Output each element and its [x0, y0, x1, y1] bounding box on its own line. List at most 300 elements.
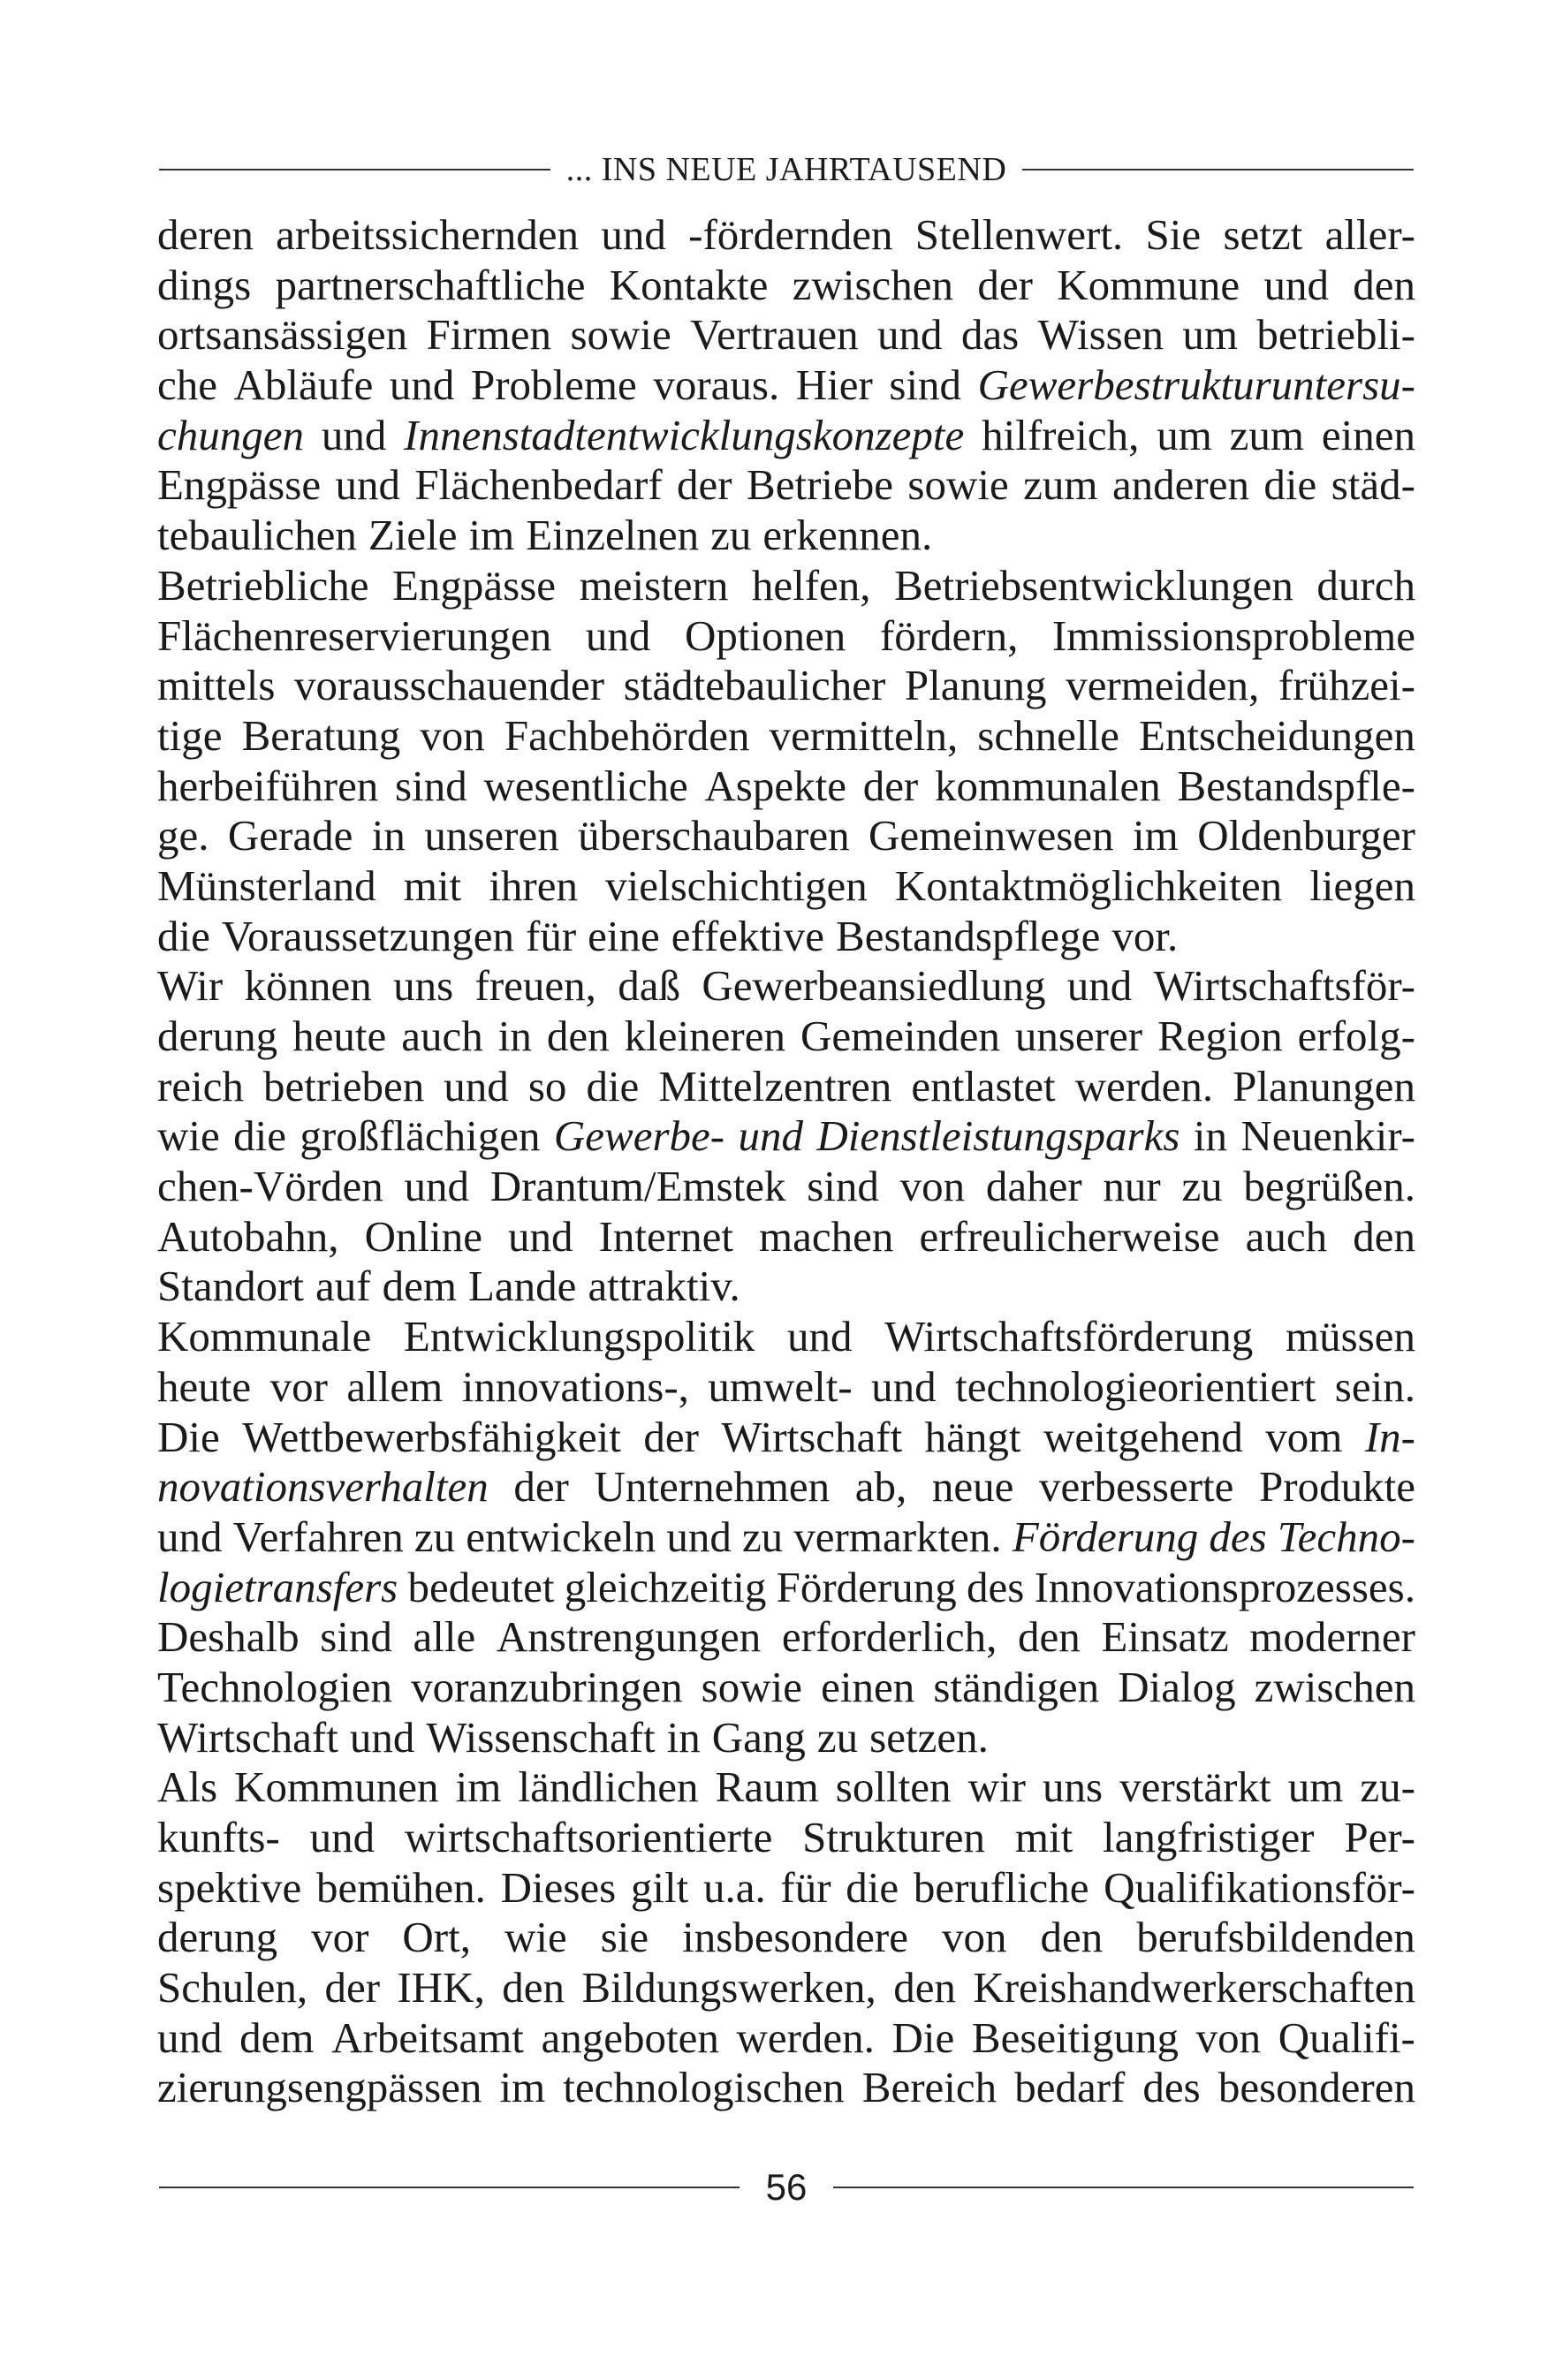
text-line	[157, 1462, 1415, 1512]
word: ge.	[157, 811, 209, 860]
text-line	[157, 1663, 1415, 1713]
word: anderen	[1111, 460, 1250, 510]
word: entlastet	[911, 1061, 1056, 1110]
word: u.a.	[702, 1862, 766, 1912]
word: Entwicklungspolitik	[403, 1312, 755, 1361]
word: Gewerbe-	[553, 1111, 725, 1161]
word: Anstrengungen	[496, 1612, 762, 1662]
word: Bildungswerken,	[581, 1963, 876, 2012]
text-line	[157, 310, 1415, 360]
word: die	[1263, 460, 1317, 510]
word: bemühen.	[316, 1862, 486, 1912]
word: Firmen	[426, 310, 552, 360]
text-line	[157, 1913, 1415, 1963]
word: arbeitssichernden	[276, 210, 580, 259]
running-title: ... INS NEUE JAHRTAUSEND	[565, 151, 1007, 188]
text-line	[157, 1863, 1415, 1914]
word: mittels	[157, 661, 276, 710]
word: mit	[1014, 1813, 1073, 1861]
word: setzt	[1223, 210, 1303, 259]
word: Bestandspfle-	[1177, 761, 1415, 810]
word: Autobahn,	[157, 1211, 339, 1261]
word: der	[513, 1462, 569, 1512]
word: sollten	[835, 1762, 952, 1812]
word: che	[157, 360, 217, 410]
word: der	[324, 1963, 381, 2012]
word: sowie	[701, 1662, 802, 1711]
word: Einzelnen	[526, 511, 700, 560]
word: Voraussetzungen	[221, 911, 515, 960]
word: und	[321, 410, 387, 459]
word: Innovationsprozesses.	[1034, 1562, 1415, 1611]
word: und	[309, 1813, 375, 1861]
word: in	[666, 1712, 701, 1762]
word: uns	[1042, 1762, 1104, 1812]
word: Arbeitsamt	[331, 2012, 524, 2062]
text-line	[157, 1312, 1415, 1362]
text-line	[157, 1713, 1415, 1763]
word: Innenstadtentwicklungskonzepte	[404, 410, 965, 459]
word: zu	[710, 511, 752, 560]
word: Sie	[1145, 210, 1202, 259]
text-line	[157, 360, 1415, 411]
word: den	[1040, 1913, 1104, 1962]
word: kommunalen	[934, 761, 1161, 810]
word: Wirtschaft	[157, 1712, 338, 1762]
word: und	[877, 310, 943, 360]
word: des	[967, 1562, 1025, 1611]
word: Planungen	[1233, 1061, 1415, 1110]
word: vor.	[1111, 911, 1179, 960]
word: tebaulichen	[157, 511, 357, 560]
word: Techno-	[1277, 1512, 1415, 1561]
word: Mittelzentren	[658, 1061, 892, 1110]
word: reich	[157, 1061, 244, 1110]
word: Unternehmen	[594, 1462, 831, 1512]
word: zierungsengpässen	[157, 2063, 482, 2112]
word: Wissen	[1037, 310, 1164, 360]
text-line	[157, 861, 1415, 912]
word: daher	[985, 1162, 1082, 1211]
word: umwelt-	[708, 1361, 853, 1411]
word: Stellenwert.	[914, 210, 1124, 259]
word: im	[455, 1762, 502, 1812]
word: IHK,	[397, 1963, 485, 2012]
word: vermarkten.	[793, 1512, 1002, 1561]
word: und	[508, 1211, 573, 1261]
word: und	[738, 1111, 803, 1161]
word: attraktiv.	[588, 1262, 740, 1311]
word: vorausschauender	[294, 661, 605, 710]
word: wir	[967, 1762, 1026, 1812]
word: technologieorientiert	[955, 1361, 1316, 1411]
text-line	[157, 561, 1415, 611]
word: für	[526, 911, 577, 960]
word: auf	[315, 1262, 371, 1311]
text-line	[157, 511, 1415, 561]
word: Beratung	[241, 710, 401, 760]
word: partnerschaftliche	[275, 260, 586, 309]
word: nur	[1103, 1162, 1161, 1211]
word: im	[499, 2063, 546, 2112]
word: Als	[157, 1762, 218, 1812]
word: so	[527, 1061, 567, 1110]
word: entwickeln	[466, 1512, 656, 1561]
word: technologischen	[563, 2063, 845, 2112]
word: Online	[364, 1211, 482, 1261]
word: Wirtschaft	[721, 1412, 903, 1461]
word: zwischen	[792, 260, 954, 309]
word: hilfreich,	[982, 410, 1140, 459]
word: Die	[157, 1412, 220, 1461]
word: erfreulicherweise	[919, 1211, 1220, 1261]
word: Qualifikationsför-	[1104, 1862, 1415, 1912]
word: hängt	[924, 1412, 1021, 1461]
text-line	[157, 2063, 1415, 2113]
word: derung	[157, 1012, 278, 1060]
word: in	[371, 811, 406, 860]
word: Deshalb	[157, 1612, 300, 1662]
word: voraus.	[653, 360, 780, 410]
word: Betriebliche	[157, 560, 369, 610]
word: die	[233, 1111, 287, 1161]
word: Oldenburger	[1197, 811, 1415, 860]
word: Flächenbedarf	[414, 460, 663, 510]
word: und	[157, 2012, 223, 2062]
word: unseren	[424, 811, 559, 860]
word: der	[677, 460, 732, 510]
word: meistern	[579, 560, 729, 610]
text-line	[157, 912, 1415, 962]
word: ihren	[489, 860, 578, 910]
word: sind	[320, 1612, 392, 1662]
word: erfolg-	[1297, 1012, 1415, 1060]
word: vermitteln,	[769, 710, 959, 760]
text-line	[157, 460, 1415, 511]
word: Per-	[1344, 1813, 1415, 1861]
word: und	[1066, 961, 1133, 1011]
word: vom	[1265, 1412, 1343, 1461]
word: einen	[1321, 410, 1415, 459]
word: Kommune	[1057, 260, 1240, 309]
word: wesentliche	[483, 761, 688, 810]
word: den	[1018, 1612, 1081, 1662]
word: zu-	[1360, 1762, 1415, 1812]
word: Region	[1157, 1012, 1283, 1060]
text-line	[157, 1012, 1415, 1062]
word: in	[497, 1012, 532, 1060]
word: städ-	[1331, 460, 1415, 510]
word: berufsbildenden	[1136, 1913, 1415, 1962]
word: sein.	[1334, 1361, 1415, 1411]
word: fördern,	[879, 610, 1019, 660]
word: langfristiger	[1103, 1813, 1315, 1861]
word: Lande	[468, 1262, 577, 1311]
text-line	[157, 2013, 1415, 2064]
word: der	[643, 1412, 699, 1461]
word: die	[586, 1061, 640, 1110]
word: erforderlich,	[781, 1612, 997, 1662]
word: und	[1263, 260, 1329, 309]
word: Die	[891, 2012, 955, 2062]
word: Planung	[904, 661, 1047, 710]
word: Strukturen	[802, 1813, 986, 1861]
word: Ziele	[368, 511, 458, 560]
text-line	[157, 1413, 1415, 1463]
word: von	[1195, 2012, 1262, 2062]
word: von	[420, 710, 485, 760]
word: In-	[1364, 1412, 1415, 1461]
word: sind	[807, 1162, 879, 1211]
word: Dialog	[1118, 1662, 1236, 1711]
text-line	[157, 1963, 1415, 2013]
word: einen	[821, 1662, 915, 1711]
word: und	[601, 210, 666, 259]
text-line	[157, 210, 1415, 261]
word: durch	[1316, 560, 1415, 610]
word: Ort,	[402, 1913, 471, 1962]
word: Aspekte	[704, 761, 846, 810]
word: allem	[346, 1361, 444, 1411]
word: Gewerbestrukturuntersu-	[977, 360, 1415, 410]
word: frühzei-	[1278, 661, 1415, 710]
word: in	[1193, 1111, 1227, 1161]
word: Neuenkir-	[1240, 1111, 1415, 1161]
word: Immissionsprobleme	[1051, 610, 1415, 660]
word: freuen,	[474, 961, 596, 1011]
word: Bereich	[861, 2063, 997, 2112]
word: sind	[889, 360, 962, 410]
word: Bestandspflege	[836, 911, 1101, 960]
word: Kontaktmöglichkeiten	[894, 860, 1283, 910]
word: die	[157, 911, 210, 960]
word: gleichzeitig	[564, 1562, 767, 1611]
word: liegen	[1309, 860, 1415, 910]
word: Engpässe	[391, 560, 557, 610]
word: schnelle	[977, 710, 1119, 760]
word: alle	[413, 1612, 476, 1662]
text-line	[157, 661, 1415, 711]
word: uns	[393, 961, 454, 1011]
word: Wettbewerbsfähigkeit	[242, 1412, 621, 1461]
word: Optionen	[684, 610, 846, 660]
text-line	[157, 711, 1415, 762]
word: ortsansässigen	[157, 310, 408, 360]
word: Internet	[598, 1211, 733, 1261]
word: Kontakte	[609, 260, 769, 309]
text-line	[157, 961, 1415, 1012]
word: Raum	[715, 1762, 819, 1812]
word: Wir	[157, 961, 224, 1011]
page-number: 56	[765, 2166, 808, 2208]
word: vor	[269, 1361, 328, 1411]
word: Förderung	[776, 1562, 957, 1611]
word: für	[780, 1862, 831, 1912]
word: Wirtschaftsförderung	[884, 1312, 1254, 1361]
word: den	[893, 1963, 956, 2012]
word: gilt	[630, 1862, 689, 1912]
word: im	[468, 511, 515, 560]
word: Dienstleistungsparks	[816, 1111, 1180, 1161]
word: vielschichtigen	[605, 860, 868, 910]
word: ständigen	[933, 1662, 1100, 1711]
word: Münsterland	[157, 860, 376, 910]
word: können	[244, 961, 372, 1011]
text-line	[157, 762, 1415, 812]
word: dings	[157, 260, 252, 309]
word: chungen	[157, 410, 304, 459]
word: dem	[382, 1262, 457, 1311]
word: sie	[600, 1913, 649, 1962]
text-line	[157, 1612, 1415, 1663]
word: werden.	[1074, 1061, 1214, 1110]
word: um	[1182, 310, 1238, 360]
word: vor	[311, 1913, 369, 1962]
word: tige	[157, 710, 223, 760]
word: Förderung	[1012, 1512, 1199, 1561]
word: Engpässe	[157, 460, 322, 510]
word: spektive	[157, 1862, 302, 1912]
word: bedeutet	[407, 1562, 555, 1611]
word: Verfahren	[232, 1512, 404, 1561]
word: des	[1142, 2063, 1201, 2112]
word: herbeiführen	[157, 761, 379, 810]
word: mit	[403, 860, 462, 910]
body-text	[157, 210, 1415, 2113]
word: zum	[1229, 410, 1305, 459]
word: berufliche	[913, 1862, 1089, 1912]
word: Betriebe	[747, 460, 894, 510]
word: zu	[1181, 1162, 1223, 1211]
word: ab,	[854, 1462, 907, 1512]
word: das	[960, 310, 1020, 360]
word: werden.	[736, 2012, 875, 2062]
word: und	[404, 1162, 469, 1211]
word: Wissenschaft	[426, 1712, 656, 1762]
word: betriebli-	[1256, 310, 1415, 360]
word: besonderen	[1217, 2063, 1415, 2112]
word: und	[335, 460, 400, 510]
text-line	[157, 1512, 1415, 1563]
word: Kreishandwerkerschaften	[973, 1963, 1415, 2012]
footer-rule-left	[159, 2187, 740, 2188]
text-line	[157, 811, 1415, 861]
word: Gemeinwesen	[869, 811, 1114, 860]
word: derung	[157, 1913, 278, 1962]
word: kunfts-	[157, 1813, 280, 1861]
word: Einsatz	[1101, 1612, 1229, 1662]
word: und	[389, 360, 455, 410]
header-rule-left	[159, 169, 550, 171]
word: daß	[618, 961, 680, 1011]
word: insbesondere	[682, 1913, 908, 1962]
word: und	[157, 1512, 223, 1561]
word: Probleme	[470, 360, 637, 410]
word: Flächenreservierungen	[157, 610, 552, 660]
word: Betriebsentwicklungen	[894, 560, 1293, 610]
header-rule-right	[1022, 169, 1414, 171]
word: den	[546, 1012, 610, 1060]
word: den	[502, 1963, 565, 2012]
word: logietransfers	[157, 1562, 398, 1611]
word: von	[899, 1162, 966, 1211]
word: um	[1157, 410, 1212, 459]
word: von	[942, 1913, 1007, 1962]
word: im	[1133, 811, 1179, 860]
word: müssen	[1285, 1312, 1415, 1361]
word: zum	[1023, 460, 1098, 510]
word: Kommunale	[157, 1312, 372, 1361]
word: zwischen	[1254, 1662, 1415, 1711]
word: machen	[759, 1211, 894, 1261]
word: und	[666, 1512, 732, 1561]
word: zu	[413, 1512, 456, 1561]
word: Qualifi-	[1278, 2012, 1415, 2062]
word: dem	[239, 2012, 315, 2062]
text-line	[157, 1563, 1415, 1613]
word: Technologien	[157, 1662, 392, 1711]
text-line	[157, 1111, 1415, 1162]
word: städtebaulicher	[623, 661, 886, 710]
text-line	[157, 1762, 1415, 1813]
word: Abläufe	[233, 360, 374, 410]
word: der	[862, 761, 919, 810]
text-line	[157, 1262, 1415, 1312]
word: zu	[816, 1712, 859, 1762]
word: großflächigen	[300, 1111, 541, 1161]
word: chen-Vörden	[157, 1162, 383, 1211]
word: Kommunen	[234, 1762, 439, 1812]
running-head	[159, 148, 1414, 191]
word: der	[977, 260, 1033, 309]
word: und	[585, 610, 651, 660]
word: die	[846, 1862, 899, 1912]
word: Gerade	[227, 811, 353, 860]
word: sind	[395, 761, 467, 810]
text-line	[157, 1362, 1415, 1413]
word: setzen.	[869, 1712, 989, 1762]
word: helfen,	[751, 560, 871, 610]
word: sowie	[570, 310, 671, 360]
word: Schulen,	[157, 1963, 308, 2012]
word: verbesserte	[1039, 1462, 1234, 1512]
text-line	[157, 1813, 1415, 1863]
word: und	[444, 1061, 509, 1110]
footer-rule-right	[833, 2187, 1414, 2188]
word: deren	[157, 210, 254, 259]
word: angeboten	[541, 2012, 719, 2062]
word: voranzubringen	[411, 1662, 683, 1711]
word: überschaubaren	[578, 811, 850, 860]
word: Gemeinden	[800, 1012, 1000, 1060]
word: verstärkt	[1119, 1762, 1271, 1812]
text-line	[157, 411, 1415, 461]
word: Gang	[711, 1712, 806, 1762]
word: erkennen.	[762, 511, 933, 560]
word: und	[349, 1712, 415, 1762]
word: Hier	[795, 360, 873, 410]
word: Fachbehörden	[504, 710, 750, 760]
word: des	[1209, 1512, 1267, 1561]
word: unserer	[1014, 1012, 1143, 1060]
text-line	[157, 261, 1415, 311]
word: aller-	[1324, 210, 1415, 259]
word: weitgehend	[1043, 1412, 1243, 1461]
text-line	[157, 1062, 1415, 1112]
page-footer	[159, 2161, 1414, 2214]
word: um	[1287, 1762, 1344, 1812]
word: zu	[741, 1512, 784, 1561]
